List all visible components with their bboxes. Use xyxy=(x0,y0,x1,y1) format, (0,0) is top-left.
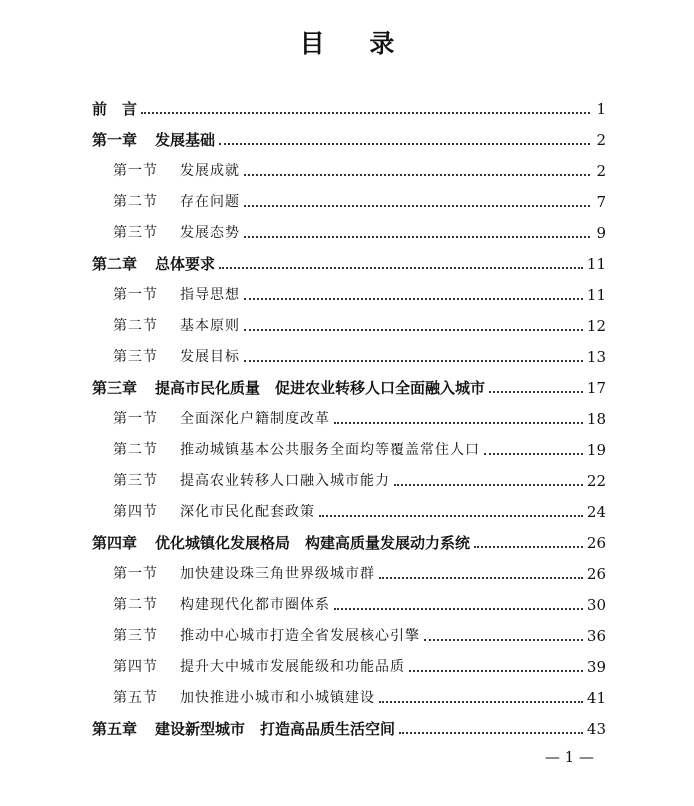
toc-dot-leader xyxy=(219,143,590,145)
toc-entry-page: 19 xyxy=(586,441,606,459)
toc-chapter-entry[interactable] xyxy=(92,245,606,273)
toc-entry-page: 24 xyxy=(586,503,606,521)
toc-dot-leader xyxy=(244,329,583,331)
toc-entry-title: 加快建设珠三角世界级城市群 xyxy=(180,566,375,582)
toc-entry-page: 9 xyxy=(596,224,606,242)
toc-entry-page: 11 xyxy=(586,255,606,273)
toc-entry-page: 39 xyxy=(586,658,606,676)
toc-chapter-entry[interactable] xyxy=(92,90,606,118)
toc-entry-page: 26 xyxy=(586,534,606,552)
toc-entry-title: 基本原则 xyxy=(180,318,240,334)
toc-entry-title: 指导思想 xyxy=(180,287,240,303)
toc-entry-number: 第二节 xyxy=(113,194,158,210)
toc-entry-page: 41 xyxy=(586,689,606,707)
toc-dot-leader xyxy=(244,174,590,176)
toc-dot-leader xyxy=(379,577,583,579)
toc-entry-title: 全面深化户籍制度改革 xyxy=(180,411,330,427)
toc-dot-leader xyxy=(244,360,583,362)
toc-entry-number: 第五节 xyxy=(113,690,158,706)
toc-entry-title: 推动城镇基本公共服务全面均等覆盖常住人口 xyxy=(180,442,480,458)
toc-entry-number: 第三节 xyxy=(113,473,158,489)
toc-entry-page: 7 xyxy=(596,193,606,211)
toc-entry-page: 30 xyxy=(586,596,606,614)
toc-entry-title: 构建现代化都市圈体系 xyxy=(180,597,330,613)
toc-entry-title: 发展目标 xyxy=(180,349,240,365)
toc-section-entry[interactable] xyxy=(113,214,606,242)
toc-entry-number: 第三节 xyxy=(113,225,158,241)
toc-entry-title: 加快推进小城市和小城镇建设 xyxy=(180,690,375,706)
toc-section-entry[interactable] xyxy=(113,338,606,366)
toc-entry-title: 建设新型城市 打造高品质生活空间 xyxy=(155,720,396,738)
toc-entry-page: 12 xyxy=(586,317,606,335)
toc-dot-leader xyxy=(244,205,590,207)
toc-dot-leader xyxy=(409,670,583,672)
toc-entry-page: 2 xyxy=(596,162,606,180)
toc-entry-number: 第三章 xyxy=(92,379,138,397)
toc-entry-title: 优化城镇化发展格局 构建高质量发展动力系统 xyxy=(155,534,471,552)
toc-entry-title: 推动中心城市打造全省发展核心引擎 xyxy=(180,628,420,644)
toc-entry-page: 1 xyxy=(596,100,606,118)
toc-dot-leader xyxy=(484,453,583,455)
toc-entry-title: 发展基础 xyxy=(155,131,216,149)
toc-entry-number: 第四节 xyxy=(113,659,158,675)
toc-entry-title: 提高农业转移人口融入城市能力 xyxy=(180,473,390,489)
toc-entry-number: 第一节 xyxy=(113,163,158,179)
toc-entry-number: 第三节 xyxy=(113,349,158,365)
toc-entry-title: 提升大中城市发展能级和功能品质 xyxy=(180,659,405,675)
toc-entry-title: 存在问题 xyxy=(180,194,240,210)
toc-dot-leader xyxy=(219,267,583,269)
toc-entry-title: 提高市民化质量 促进农业转移人口全面融入城市 xyxy=(155,379,486,397)
toc-entry-page: 18 xyxy=(586,410,606,428)
toc-section-entry[interactable] xyxy=(113,493,606,521)
toc-entry-page: 22 xyxy=(586,472,606,490)
toc-section-entry[interactable] xyxy=(113,555,606,583)
toc-dot-leader xyxy=(334,608,583,610)
toc-section-entry[interactable] xyxy=(113,431,606,459)
toc-entry-page: 43 xyxy=(586,720,606,738)
toc-entry-number: 第一节 xyxy=(113,411,158,427)
toc-section-entry[interactable] xyxy=(113,307,606,335)
toc-entry-number: 第二节 xyxy=(113,318,158,334)
toc-section-entry[interactable] xyxy=(113,679,606,707)
toc-section-entry[interactable] xyxy=(113,152,606,180)
toc-entry-number: 第一节 xyxy=(113,566,158,582)
toc-dot-leader xyxy=(399,732,583,734)
toc-chapter-entry[interactable] xyxy=(92,369,606,397)
toc-entry-page: 11 xyxy=(586,286,606,304)
toc-dot-leader xyxy=(319,515,583,517)
page-number-footer: — 1 — xyxy=(544,748,594,766)
toc-dot-leader xyxy=(424,639,583,641)
toc-entry-title: 发展成就 xyxy=(180,163,240,179)
toc-entry-number: 第二章 xyxy=(92,255,138,273)
toc-section-entry[interactable] xyxy=(113,617,606,645)
toc-entry-number: 第五章 xyxy=(92,720,138,738)
toc-dot-leader xyxy=(379,701,583,703)
toc-entry-title: 总体要求 xyxy=(155,255,216,273)
toc-section-entry[interactable] xyxy=(113,276,606,304)
toc-chapter-entry[interactable] xyxy=(92,710,606,738)
toc-dot-leader xyxy=(474,546,583,548)
toc-section-entry[interactable] xyxy=(113,586,606,614)
toc-entry-page: 26 xyxy=(586,565,606,583)
toc-dot-leader xyxy=(394,484,583,486)
toc-entry-page: 13 xyxy=(586,348,606,366)
toc-dot-leader xyxy=(489,391,583,393)
toc-section-entry[interactable] xyxy=(113,648,606,676)
toc-dot-leader xyxy=(141,112,590,114)
toc-entry-number: 第二节 xyxy=(113,597,158,613)
toc-dot-leader xyxy=(334,422,583,424)
toc-entry-number: 第一节 xyxy=(113,287,158,303)
toc-entry-number: 第四节 xyxy=(113,504,158,520)
toc-entry-page: 36 xyxy=(586,627,606,645)
toc-dot-leader xyxy=(244,236,590,238)
toc-chapter-entry[interactable] xyxy=(92,524,606,552)
toc-section-entry[interactable] xyxy=(113,462,606,490)
toc-entry-number: 第三节 xyxy=(113,628,158,644)
toc-entry-number: 前 言 xyxy=(92,100,138,118)
toc-entry-title: 深化市民化配套政策 xyxy=(180,504,315,520)
toc-entry-number: 第四章 xyxy=(92,534,138,552)
toc-entry-page: 2 xyxy=(596,131,606,149)
toc-entry-number: 第二节 xyxy=(113,442,158,458)
toc-section-entry[interactable] xyxy=(113,400,606,428)
toc-dot-leader xyxy=(244,298,583,300)
toc-section-entry[interactable] xyxy=(113,183,606,211)
toc-chapter-entry[interactable] xyxy=(92,121,606,149)
toc-entry-title: 发展态势 xyxy=(180,225,240,241)
toc-entry-page: 17 xyxy=(586,379,606,397)
page-title: 目 录 xyxy=(299,29,413,58)
toc-entry-number: 第一章 xyxy=(92,131,138,149)
